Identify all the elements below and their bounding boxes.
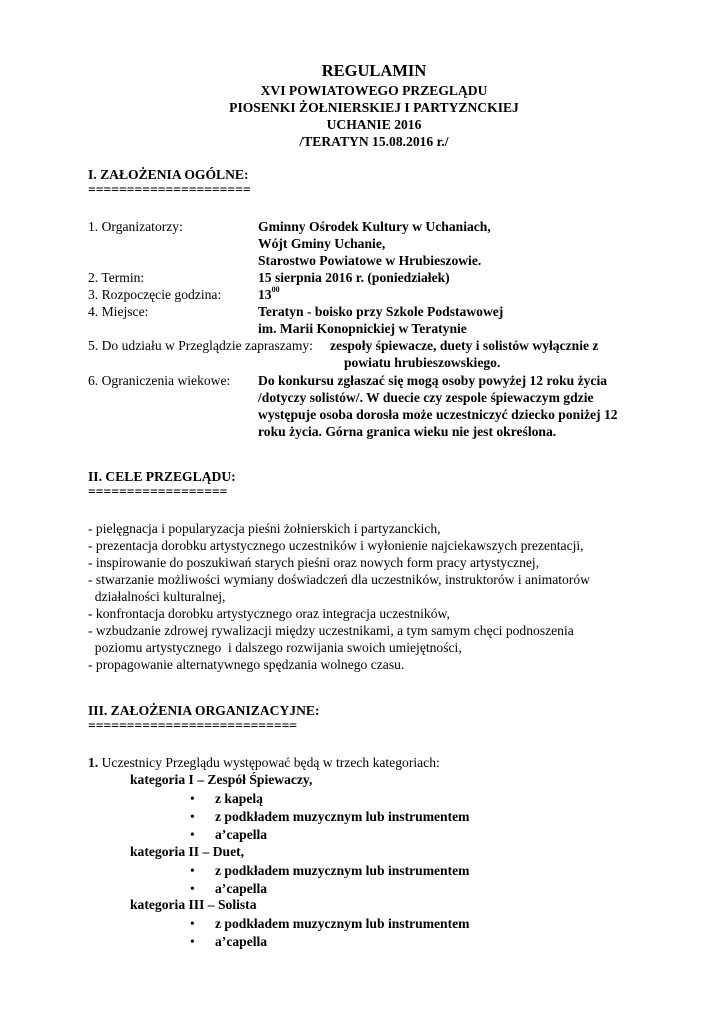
goal-line: - prezentacja dorobku artystycznego uczestników i wyłonienie najciekawszych prezentacji, (88, 538, 584, 553)
bullet-icon: • (190, 916, 195, 931)
section-1-heading: I. ZAŁOŻENIA OGÓLNE: (88, 167, 249, 182)
start-time-label: 3. Rozpoczęcie godzina: (88, 287, 222, 302)
bullet-icon: • (190, 863, 195, 878)
bullet-icon: • (190, 827, 195, 842)
goal-line: - stwarzanie możliwości wymiany doświadczeń dla uczestników, instruktorów i animatorów (88, 572, 590, 587)
title-line-2: XVI POWIATOWEGO PRZEGLĄDU (260, 83, 488, 98)
date-label: 2. Termin: (88, 270, 145, 285)
bullet-icon: • (190, 934, 195, 949)
title-line-5: /TERATYN 15.08.2016 r./ (299, 134, 449, 149)
category-item: a’capella (215, 881, 268, 896)
section-3-heading: III. ZAŁOŻENIA ORGANIZACYJNE: (88, 703, 320, 718)
section-3-rule: =========================== (88, 718, 298, 733)
age-limit-line: roku życia. Górna granica wieku nie jest określona. (258, 424, 557, 439)
goal-line: - inspirowanie do poszukiwań starych pieśni oraz nowych form pracy artystycznej, (88, 555, 540, 570)
document-title: REGULAMIN (321, 61, 427, 80)
title-line-3: PIOSENKI ŻOŁNIERSKIEJ I PARTYZNCKIEJ (229, 100, 519, 115)
category-1-name: kategoria I – Zespół Śpiewaczy, (130, 772, 313, 787)
age-limit-line: Do konkursu zgłaszać się mogą osoby powyżej 12 roku życia (258, 373, 608, 388)
title-line-4: UCHANIE 2016 (326, 117, 422, 132)
place-label: 4. Miejsce: (88, 304, 149, 319)
bullet-icon: • (190, 809, 195, 824)
goal-line: - wzbudzanie zdrowej rywalizacji między uczestnikami, a tym samym chęci podnoszenia (88, 623, 574, 638)
goal-line: poziomu artystycznego i dalszego rozwijania swoich umiejętności, (88, 640, 462, 655)
section-1-rule: ===================== (88, 182, 251, 197)
goal-line: - pielęgnacja i popularyzacja pieśni żołnierskich i partyzanckich, (88, 521, 441, 536)
bullet-icon: • (190, 791, 195, 806)
category-item: a’capella (215, 934, 268, 949)
category-item: z podkładem muzycznym lub instrumentem (215, 863, 470, 878)
organizers-line: Wójt Gminy Uchanie, (258, 236, 386, 251)
organizers-label: 1. Organizatorzy: (88, 219, 183, 234)
participants-line: powiatu hrubieszowskiego. (344, 355, 501, 370)
participants-label: 5. Do udziału w Przeglądzie zapraszamy: (88, 338, 313, 353)
category-item: z podkładem muzycznym lub instrumentem (215, 916, 470, 931)
organizers-line: Gminny Ośrodek Kultury w Uchaniach, (258, 219, 491, 234)
category-item: z kapelą (215, 791, 263, 806)
goal-line: - propagowanie alternatywnego spędzania wolnego czasu. (88, 657, 405, 672)
goal-line: - konfrontacja dorobku artystycznego oraz integracja uczestników, (88, 606, 450, 621)
category-2-name: kategoria II – Duet, (130, 844, 245, 859)
goal-line: działalności kulturalnej, (88, 589, 226, 604)
place-line: Teratyn - boisko przy Szkole Podstawowej (258, 304, 504, 319)
category-3-name: kategoria III – Solista (130, 897, 257, 912)
date-value: 15 sierpnia 2016 r. (poniedziałek) (258, 270, 450, 285)
section-2-rule: ================== (88, 484, 228, 499)
age-limit-line: /dotyczy solistów/. W duecie czy zespole śpiewaczym gdzie (258, 390, 594, 405)
section-2-heading: II. CELE PRZEGLĄDU: (88, 469, 236, 484)
category-item: a’capella (215, 827, 268, 842)
place-line: im. Marii Konopnickiej w Teratynie (258, 321, 467, 336)
age-limit-label: 6. Ograniczenia wiekowe: (88, 373, 231, 388)
participants-line: zespoły śpiewacze, duety i solistów wyłącznie z (330, 338, 599, 353)
bullet-icon: • (190, 881, 195, 896)
categories-intro: 1. Uczestnicy Przeglądu występować będą w trzech kategoriach: (88, 755, 440, 770)
organizers-line: Starostwo Powiatowe w Hrubieszowie. (258, 253, 482, 268)
age-limit-line: występuje osoba dorosła może uczestniczyć dziecko poniżej 12 (258, 407, 618, 422)
category-item: z podkładem muzycznym lub instrumentem (215, 809, 470, 824)
start-time-value: $13^{00}$ (258, 285, 280, 302)
